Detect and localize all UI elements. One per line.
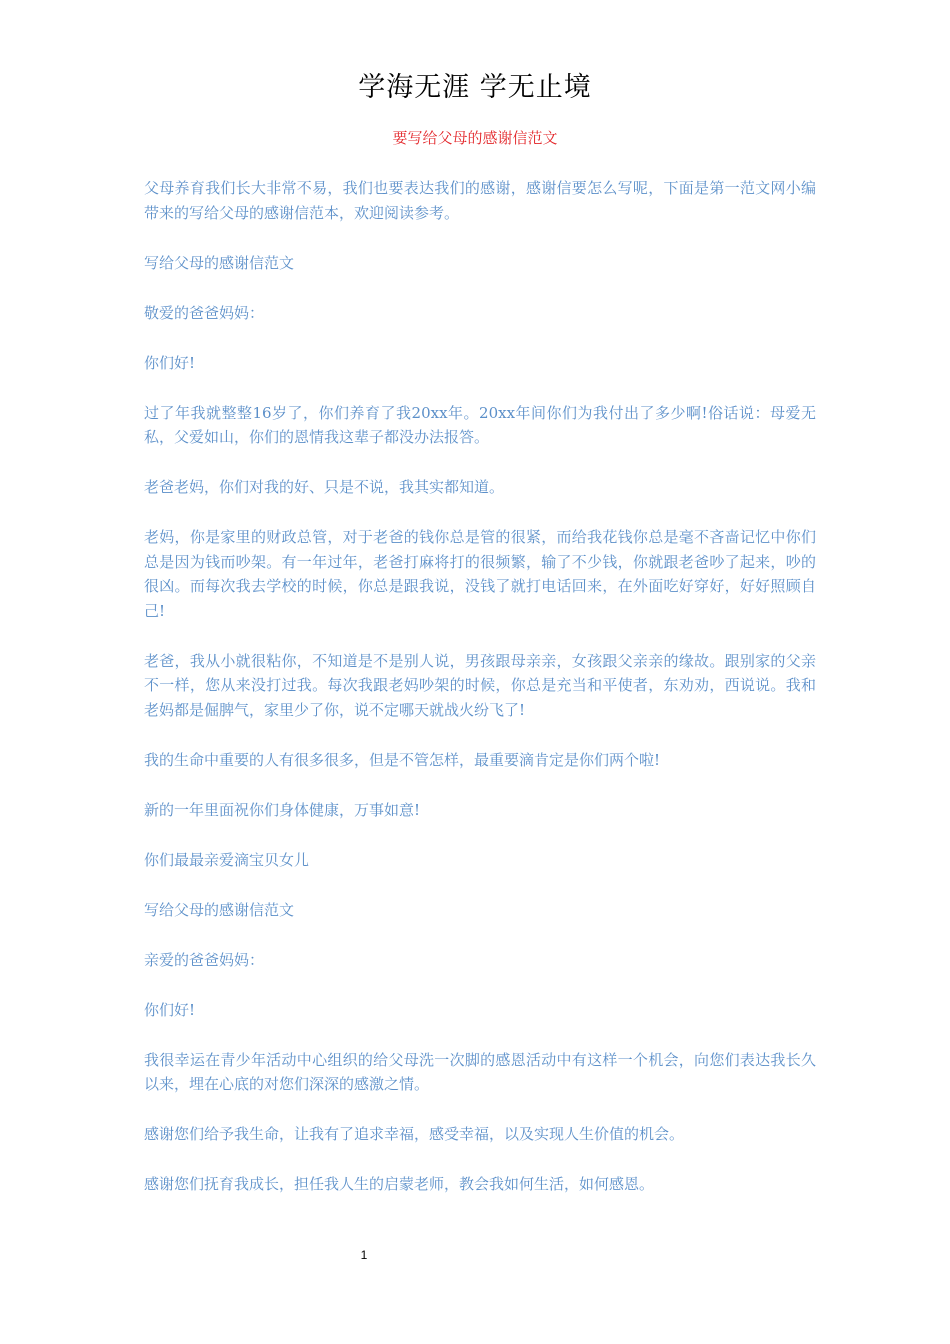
document-body (144, 176, 816, 1222)
paragraph: 我的生命中重要的人有很多很多，但是不管怎样，最重要滴肯定是你们两个啦! (144, 750, 661, 769)
header-motto: 学海无涯 学无止境 (358, 72, 592, 103)
paragraph: 你们最最亲爱滴宝贝女儿 (144, 850, 310, 869)
paragraph: 亲爱的爸爸妈妈： (144, 950, 265, 969)
paragraph: 写给父母的感谢信范文 (144, 900, 295, 919)
paragraph: 你们好! (144, 1000, 196, 1019)
paragraph: 我很幸运在青少年活动中心组织的给父母洗一次脚的感恩活动中有这样一个机会，向您们表达我长久以来，埋在心底的对您们深深的感激之情。 (144, 1050, 816, 1093)
document-title: 要写给父母的感谢信范文 (392, 129, 558, 147)
paragraph: 感谢您们给予我生命，让我有了追求幸福，感受幸福，以及实现人生价值的机会。 (144, 1125, 685, 1143)
paragraph: 你们好! (144, 353, 196, 372)
paragraph: 新的一年里面祝你们身体健康，万事如意! (144, 800, 421, 819)
paragraph: 敬爱的爸爸妈妈： (144, 303, 265, 322)
paragraph: 感谢您们抚育我成长，担任我人生的启蒙老师，教会我如何生活，如何感恩。 (144, 1175, 655, 1193)
paragraph: 老爸，我从小就很粘你，不知道是不是别人说，男孩跟母亲亲，女孩跟父亲亲的缘故。跟别家的父亲不一样，您从来没打过我。每次我跟老妈吵架的时候，你总是充当和平使者，东劝劝，西说说。我和老妈都是倔脾气，家里少了你，说不定哪天就战火纷飞了! (144, 651, 816, 719)
paragraph: 过了年我就整整16岁了，你们养育了我20xx年。20xx年间你们为我付出了多少啊!俗话说：母爱无私，父爱如山，你们的恩情我这辈子都没办法报答。 (144, 403, 816, 446)
page-number: 1 (360, 1248, 368, 1262)
paragraph: 写给父母的感谢信范文 (144, 253, 295, 272)
paragraph: 父母养育我们长大非常不易，我们也要表达我们的感谢，感谢信要怎么写呢，下面是第一范文网小编带来的写给父母的感谢信范本，欢迎阅读参考。 (144, 179, 816, 222)
paragraph: 老爸老妈，你们对我的好、只是不说，我其实都知道。 (144, 478, 505, 496)
paragraph: 老妈，你是家里的财政总管，对于老爸的钱你总是管的很紧，而给我花钱你总是毫不吝啬记忆中你们总是因为钱而吵架。有一年过年，老爸打麻将打的很频繁，输了不少钱，你就跟老爸吵了起来，吵的很凶。而每次我去学校的时候，你总是跟我说，没钱了就打电话回来，在外面吃好穿好，好好照顾自己! (144, 528, 816, 620)
